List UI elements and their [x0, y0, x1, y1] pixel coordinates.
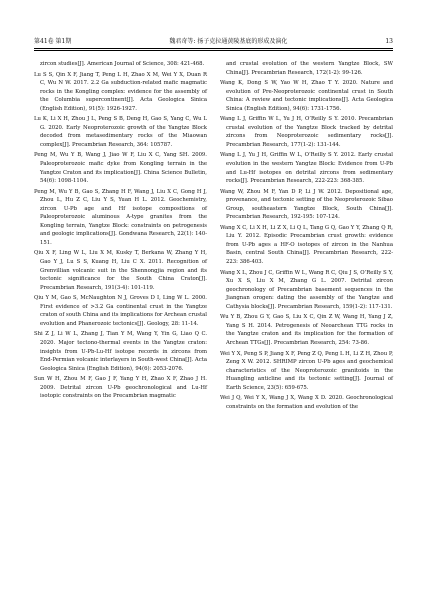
running-title: 魏君奇等: 扬子克拉通黄陵基底的形成及演化 — [169, 38, 288, 45]
reference-entry: zircon studies[J]. American Journal of Science, 308: 421-468. — [40, 61, 205, 67]
reference-entry: Peng M, Wu Y B, Wang J, Jiao W F, Liu X C, Yang SH. 2009. Paleoproterozoic mafic dyke from Kongling terrain in the Yangtze Craton and its implication[J]. China Science Bulletin, 54(6): 1098-1104. — [34, 152, 207, 185]
page-number: 13 — [385, 38, 393, 45]
reference-entry: and crustal evolution of the western Yangtze Block, SW China[J]. Precambrian Research, 172(1-2): 99-126. — [226, 61, 393, 76]
volume-issue: 第41卷 第1期 — [34, 38, 72, 45]
reference-entry: Wei Y X, Peng S P, Jiang X F, Peng Z Q, Peng L H, Li Z H, Zhou P, Zeng X W. 2012. SHRIMP zircon U-Pb ages and geochemical characteristics of the Neoproterozoic granitoids in the Huangling anticline and its tectonic setting[J]. Journal of Earth Science, 23(5): 659-675. — [220, 350, 393, 391]
running-header — [34, 38, 393, 48]
reference-column-right — [220, 60, 393, 413]
reference-entry: Lu S S, Qin X F, Jiang T, Peng L H, Zhao X M, Wei Y X, Duan R C, Wu N W. 2017. 2.2 Ga subduction-related mafic magmatic rocks in the Kongling complex: evidence for the assembly of the Columbia supercontinent[J]. Acta Geologica Sinica (English Edition), 91(5): 1926-1927. — [34, 71, 207, 112]
reference-entry: Wang L J, Griffin W L, Yu J H, O’Reilly S Y. 2010. Precambrian crustal evolution of the Yangtze Block tracked by detrital zircons from Neoproterozoic sedimentary rocks[J]. Precambrian Research, 177(1-2): 131-144. — [220, 116, 393, 148]
reference-entry: Wang W, Zhou M F, Yan D P, Li J W. 2012. Depositional age, provenance, and tectonic setting of the Neoproterozoic Sibao Group, southeastern Yangtze Block, South China[J]. Precambrian Research, 192-195: 107-124. — [220, 188, 393, 221]
reference-entry: Wu Y B, Zhou G Y, Gao S, Liu X C, Qin Z W, Wang H, Yang J Z, Yang S H. 2014. Petrogenesis of Neoarchean TTG rocks in the Yangtze craton and its implication for the formation of Archean TTGs[J]. Precambrian Research, 254: 73-86. — [220, 314, 393, 346]
reference-entry: Wang K, Dong S W, Yao W H, Zhao T Y. 2020. Nature and evolution of Pre-Neoproterozoic continental crust in South China: A review and tectonic implications[J]. Acta Geologica Sinica (English Edition), 94(6): 1731-1756. — [220, 80, 393, 112]
reference-entry: Peng M, Wu Y B, Gao S, Zhang H F, Wang J, Liu X C, Gong H J, Zhou L, Hu Z C, Liu Y S, Yuan H L. 2012. Geochemistry, zircon U-Pb age and Hf isotope compositions of Paleoproterozoic aluminous A-type granites from the Kongling terrain, Yangtze Block: constraints on petrogenesis and geologic implications[J]. Gondwana Research, 22(1): 140-151. — [34, 188, 207, 246]
reference-entry: Qiu X F, Ling W L, Liu X M, Kusky T, Berkana W, Zhang Y H, Gao Y J, Lu S S, Kuang H, Liu C X. 2011. Recognition of Grenvillian volcanic suit in the Shennongjia region and its tectonic significance for the South China Craton[J]. Precambrian Research, 191(3-4): 101-119. — [34, 250, 207, 291]
reference-column-left — [34, 60, 207, 413]
reference-entry: Wang X L, Zhou J C, Griffin W L, Wang R C, Qiu J S, O’Reilly S Y, Xu X S, Liu X M, Zhang G L. 2007. Detrital zircon geochronology of Precambrian basement sequences in the Jiangnan orogen: dating the assembly of the Yangtze and Cathysia blocks[J]. Precambrian Research, 159(1-2): 117-131. — [220, 269, 393, 310]
header-rule — [34, 48, 393, 49]
reference-columns — [34, 60, 393, 413]
reference-entry: Qiu Y M, Gao S, McNaughton N J, Groves D I, Ling W L. 2000. First evidence of >3.2 Ga continental crust in the Yangtze craton of south China and its implications for Archean crustal evolution and Phanerozoic tectonics[J]. Geology, 28: 11-14. — [34, 295, 207, 327]
reference-entry: Sun W H, Zhou M F, Gao J F, Yang Y H, Zhao X F, Zhao J H. 2009. Detrital zircon U-Pb geochronological and Lu-Hf isotopic constraints on the Precambrian magmatic — [34, 376, 207, 400]
header-rule-thin — [34, 50, 393, 51]
reference-entry: Wei J Q, Wei Y X, Wang J X, Wang X D. 2020. Geochronological constraints on the formation and evolution of the — [220, 395, 393, 410]
reference-entry: Wang L J, Yu J H, Griffin W L, O’Reilly S Y. 2012. Early crustal evolution in the western Yangtze Block: Evidence from U-Pb and Lu-Hf isotopes on detrital zircons from sedimentary rocks[J]. Precambrian Research, 222-223: 368-385. — [220, 152, 393, 185]
reference-entry: Lu K, Li X H, Zhou J L, Peng S B, Deng H, Gao S, Yang C, Wu L G. 2020. Early Neoproterozoic growth of the Yangtze Block decoded from metasedimentary rocks of the Miaowan complex[J]. Precambrian Research, 364: 105787. — [34, 116, 207, 148]
reference-entry: Shi Z J, Li W L, Zhang J, Tian Y M, Wang Y, Yin G, Liao Q C. 2020. Major tectono-thermal events in the Yangtze craton: insights from U-Pb-Lu-Hf isotope records in zircons from End-Permian volcanic interlayers in South-west China[J]. Acta Geologica Sinica (English Edition), 94(6): 2053-2076. — [34, 331, 207, 372]
reference-entry: Wang X C, Li X H, Li Z X, Li Q L, Tang G Q, Gao Y Y, Zhang Q R, Liu Y. 2012. Episodic Precambrian crust growth: evidence from U-Pb ages a HF-O isotopes of zircon in the Nanhua Basin, central South China[J]. Precambrian Research, 222-223: 386-403. — [220, 224, 393, 266]
